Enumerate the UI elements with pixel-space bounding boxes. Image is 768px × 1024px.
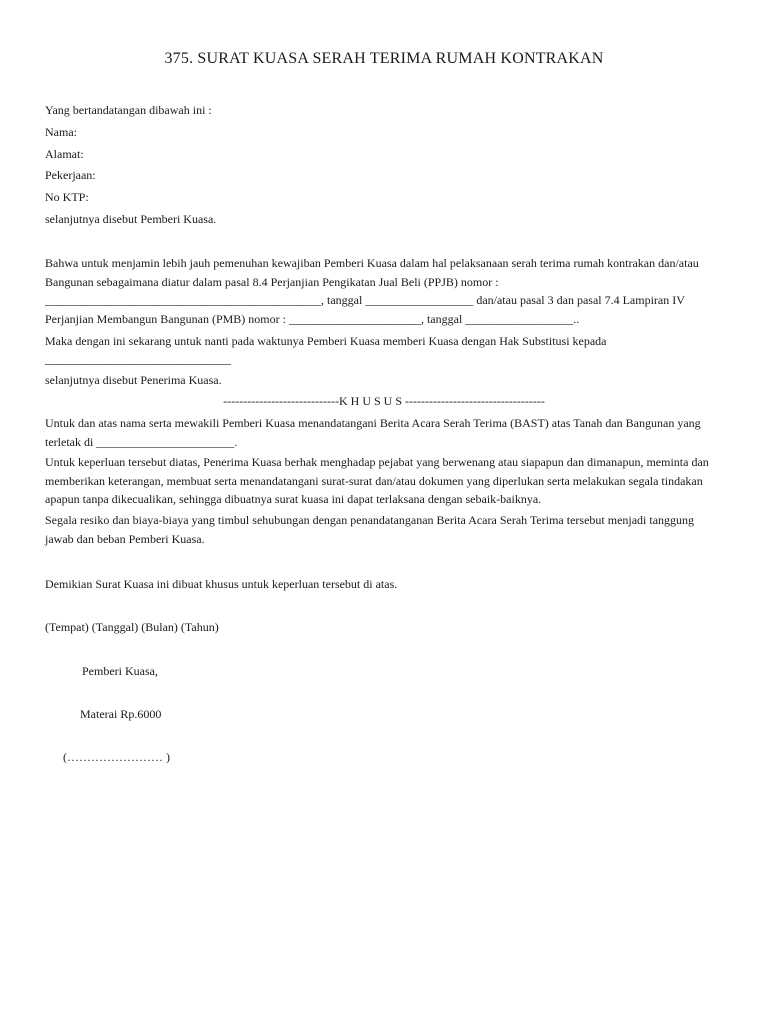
- paragraph-grant: Maka dengan ini sekarang untuk nanti pada waktunya Pemberi Kuasa memberi Kuasa dengan Hak Substitusi kepada: [45, 334, 607, 348]
- paragraph-risk: Segala resiko dan biaya-biaya yang timbul sehubungan dengan penandatanganan Berita Acara Serah Terima tersebut menjadi tanggung jawab dan beban Pemberi Kuasa.: [45, 513, 695, 546]
- document-title: 375. SURAT KUASA SERAH TERIMA RUMAH KONTRAKAN: [164, 50, 604, 67]
- closing-line: Demikian Surat Kuasa ini dibuat khusus untuk keperluan tersebut di atas.: [45, 577, 398, 591]
- signatory-label: Pemberi Kuasa,: [82, 664, 158, 678]
- field-pekerjaan: Pekerjaan:: [45, 168, 96, 182]
- penerima-kuasa-line: selanjutnya disebut Penerima Kuasa.: [45, 373, 222, 387]
- intro-line: Yang bertandatangan dibawah ini :: [45, 103, 212, 117]
- paragraph-bast: Untuk dan atas nama serta mewakili Pemberi Kuasa menandatangani Berita Acara Serah Terima (BAST) atas Tanah dan Bangunan yang terletak di _______________________.: [45, 416, 701, 449]
- paragraph-authority: Untuk keperluan tersebut diatas, Penerima Kuasa berhak menghadap pejabat yang berwenang atau siapapun dan dimanapun, meminta dan memberikan keterangan, membuat serta menandatangani surat-surat dan/atau dokumen yang diperlukan serta melakukan segala tindakan apapun tanpa dikecualikan, sehingga dibuatnya surat kuasa ini dapat terlaksana dengan sebaik-baiknya.: [45, 455, 709, 506]
- signature-blank: (…………………… ): [63, 750, 170, 764]
- paragraph-obligation: Bahwa untuk menjamin lebih jauh pemenuhan kewajiban Pemberi Kuasa dalam hal pelaksanaan serah terima rumah kontrakan dan/atau Bangunan sebagaimana diatur dalam pasal 8.4 Perjanjian Pengikatan Jual Beli (PPJB) nomor : ______________________________________________, tanggal __________________ dan/atau pasal 3 dan pasal 7.4 Lampiran IV Perjanjian Membangun Bangunan (PMB) nomor : ______________________, tanggal __________________..: [45, 256, 699, 326]
- grantee-blank: _______________________________: [45, 352, 231, 366]
- field-alamat: Alamat:: [45, 147, 84, 161]
- field-ktp: No KTP:: [45, 190, 89, 204]
- field-nama: Nama:: [45, 125, 77, 139]
- pemberi-kuasa-line: selanjutnya disebut Pemberi Kuasa.: [45, 212, 217, 226]
- date-line: (Tempat) (Tanggal) (Bulan) (Tahun): [45, 620, 219, 634]
- khusus-divider: -----------------------------K H U S U S -----------------------------------: [223, 394, 545, 408]
- materai-label: Materai Rp.6000: [80, 707, 162, 721]
